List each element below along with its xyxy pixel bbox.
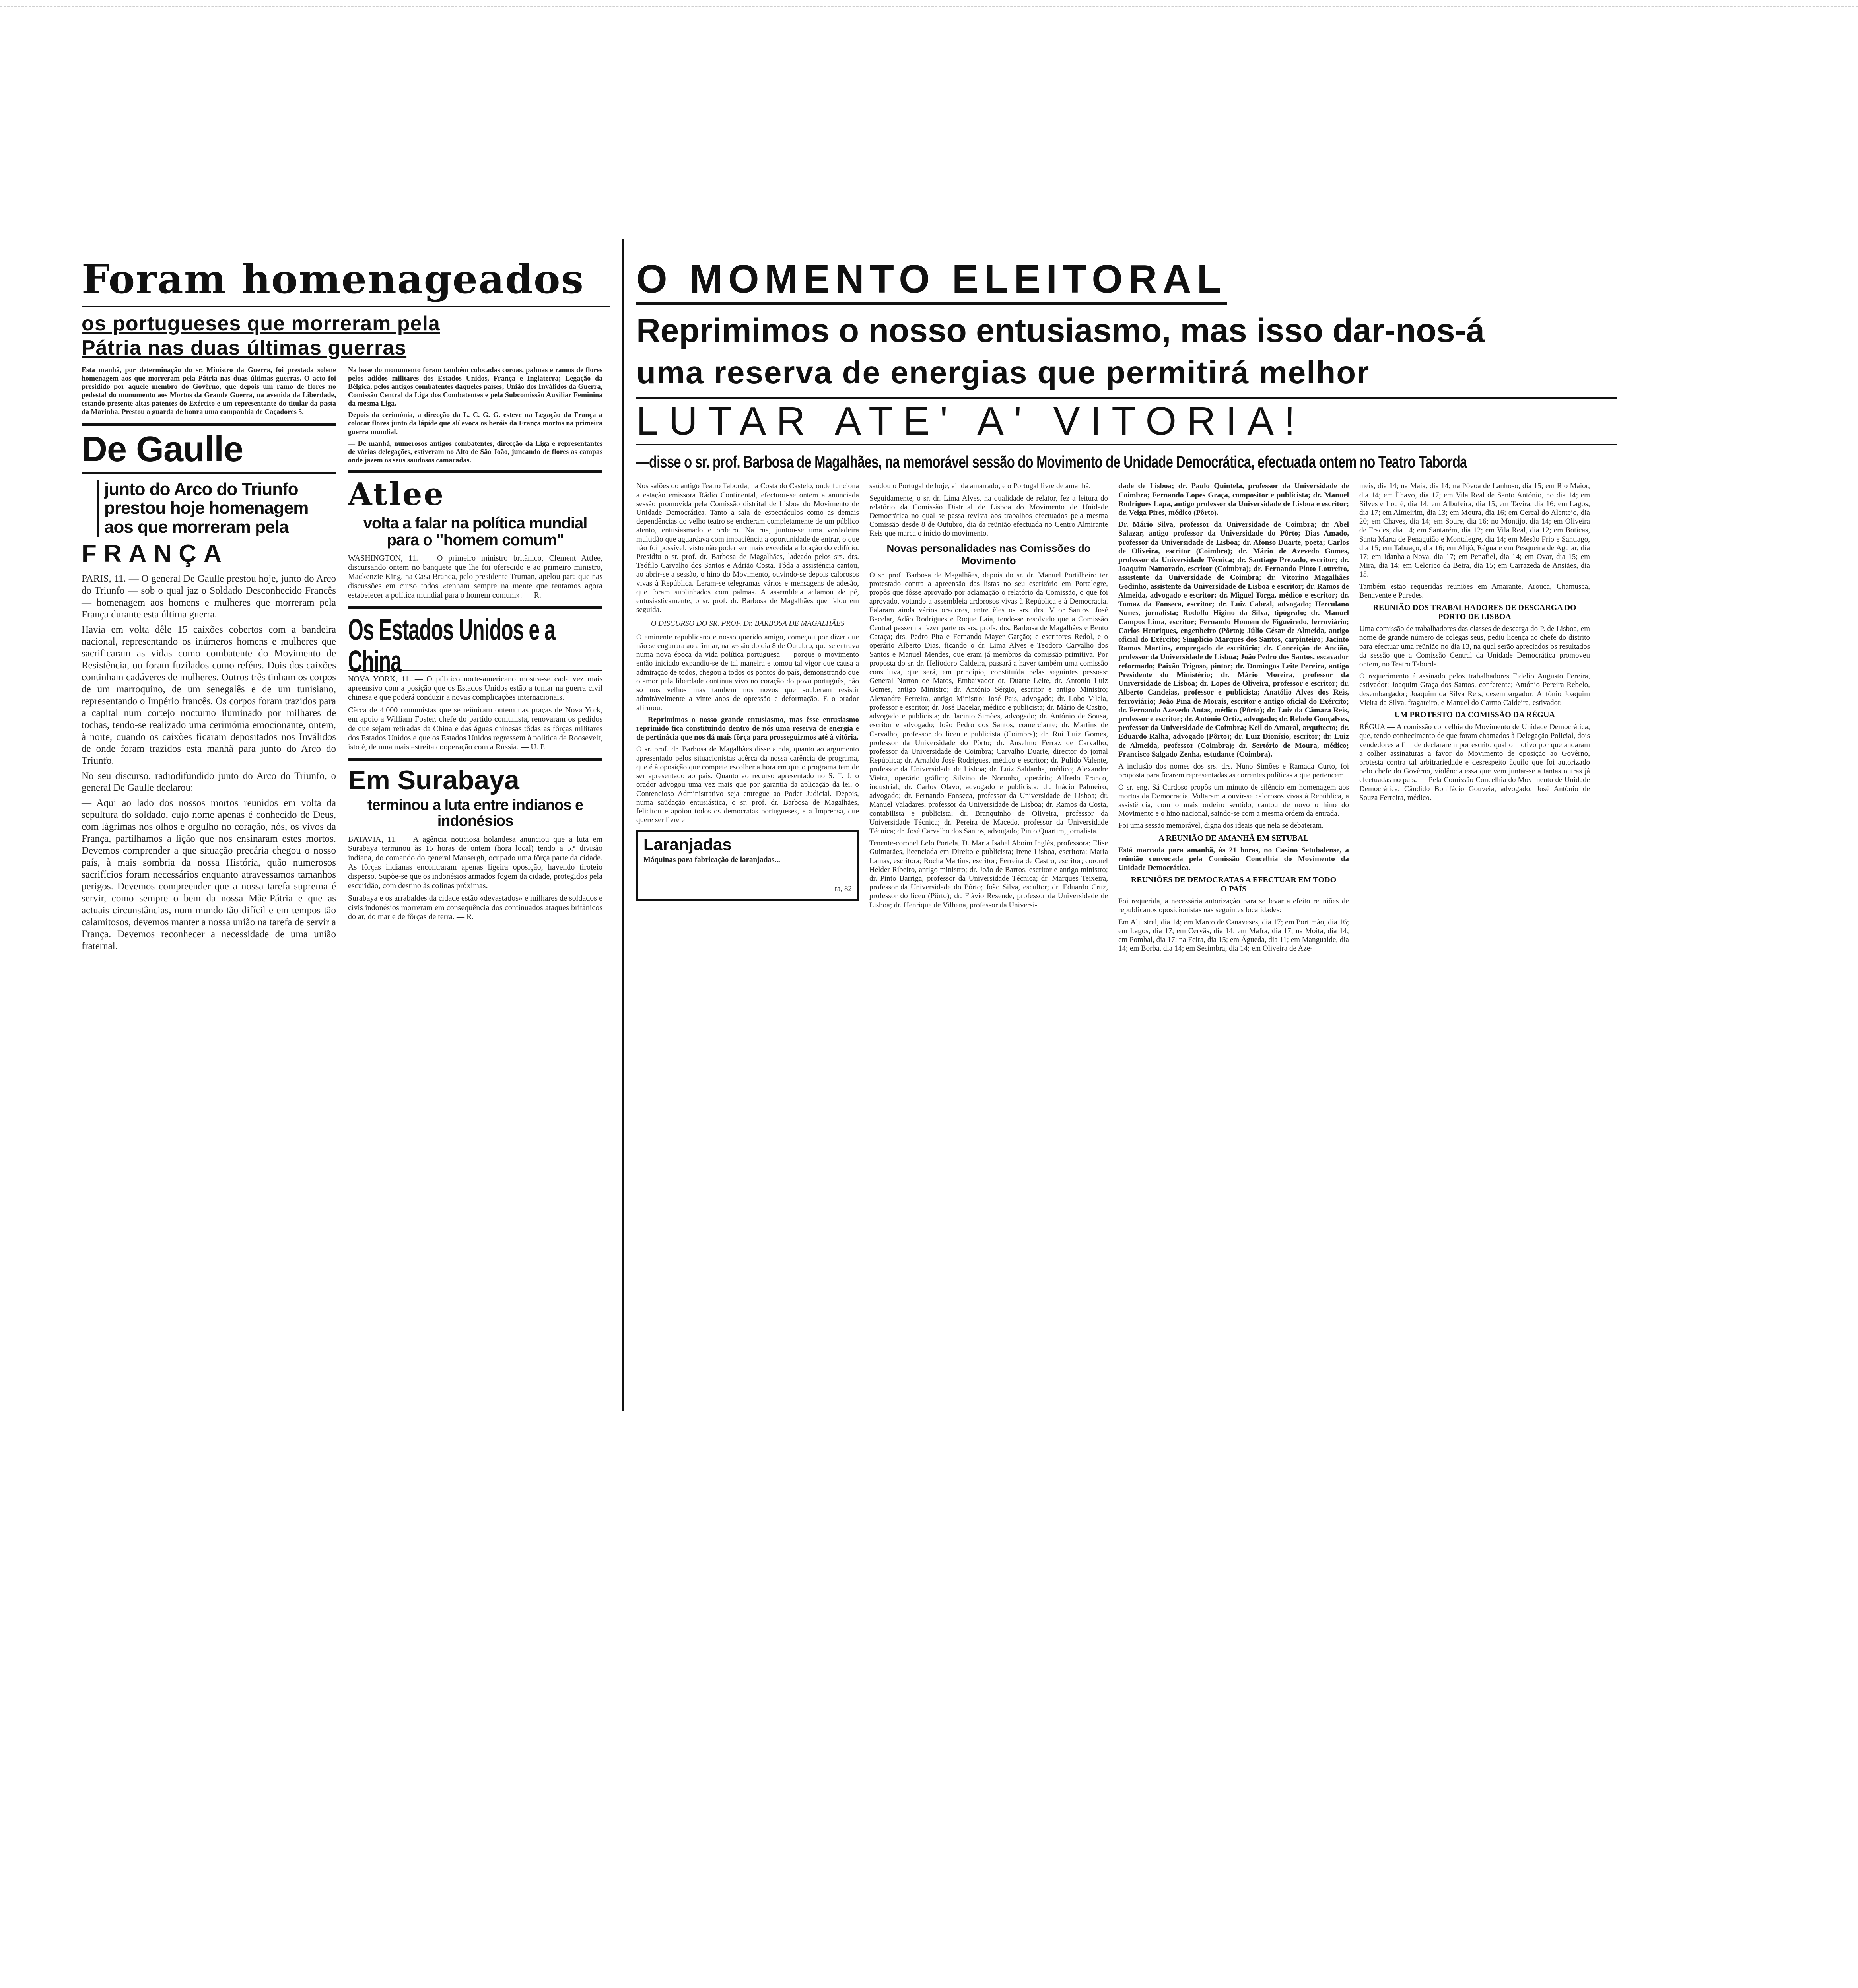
column-divider bbox=[622, 239, 624, 1411]
homenageados-lead-cont: Na base do monumento foram também colocadas coroas, palmas e ramos de flores pelos adidos militares dos Estados Unidos, França e Inglaterra; Legação da Bélgica, pelos antigos combatentes daqueles países; União dos Inválidos da Guerra, Comissão Central da Liga dos Combatentes e pela Subcomissão Auxiliar Feminina da mesma Liga. bbox=[348, 366, 602, 408]
homenageados-lead-cont-2: Depois da cerimónia, a direcção da L. C. G. G. esteve na Legação da França a colocar flores junto da lápide que alí evoca os heróis da França mortos na primeira guerra mundial. bbox=[348, 411, 602, 436]
homenageados-headline: Foram homenageados bbox=[82, 256, 584, 303]
electoral-headline-1: Reprimimos o nosso entusiasmo, mas isso dar-nos-á bbox=[636, 312, 1485, 349]
electoral-c4-p4: O requerimento é assinado pelos trabalhadores Fidelio Augusto Pereira, estivador; Joaquim Graça dos Santos, conferente; António Pereira Rebelo, desembargador; Joaquim da Silva Reis, desembargador; António Joaquim Vieira da Silva, fragateiro, e Manuel do Carmo Caldeira, estivador. bbox=[1359, 672, 1590, 707]
divider bbox=[348, 758, 602, 761]
electoral-c1-caption: O DISCURSO DO SR. PROF. Dr. BARBOSA DE MAGALHÃES bbox=[651, 619, 845, 628]
electoral-c3-p1: dade de Lisboa; dr. Paulo Quintela, professor da Universidade de Coimbra; Fernando Lopes Graça, compositor e publicista; dr. Manuel Rodrigues Lapa, antigo professor da Universidade de Lisboa e escritor; dr. Veiga Pires, médico (Pôrto). bbox=[1118, 482, 1349, 517]
electoral-c3-p4: O sr. eng. Sá Cardoso propôs um minuto de silêncio em homenagem aos mortos da Democracia. Voltaram a ouvir-se calorosos vivas à República, a assistência, com o mais ordeiro sentido, cantou de novo o hino do Movimento e o hino nacional, saindo-se com a mesma ordem da entrada. bbox=[1118, 783, 1349, 818]
electoral-section bbox=[636, 239, 1617, 957]
laranjadas-ad-title: Laranjadas bbox=[643, 835, 732, 854]
surabaya-deck: terminou a luta entre indianos e indonésios bbox=[367, 797, 583, 829]
electoral-c3-p5: Foi uma sessão memorável, digna dos ideais que nela se debateram. bbox=[1118, 821, 1324, 830]
homenageados-col-2 bbox=[348, 366, 602, 955]
china-headline: Os Estados Unidos e a China bbox=[348, 613, 555, 678]
electoral-c1-p4: O sr. prof. dr. Barbosa de Magalhães disse ainda, quanto ao argumento apresentado pelos situacionistas acêrca da nossa carência de programa, que é à oposição que compete escolher a hora em que o programa tem de ser apresentado ao país. Quanto ao recurso apresentado no S. T. J. o orador advogou uma vez mais que por garantia da aplicação da lei, o Contencioso Administrativo seja entregue ao Poder Judicial. Depois, numa saüdação entusiástica, o sr. prof. dr. Barbosa de Magalhães, felicitou e apoiou todos os democratas portugueses, e a Imprensa, que quere ser livre e bbox=[636, 745, 859, 825]
degaulle-p2: Havia em volta dêle 15 caixões cobertos com a bandeira nacional, representando os inúmeros homens e mulheres que sacrificaram as vidas como combatente do Movimento de Resistência, ou foram fuzilados como reféns. Dois dos caixões continham cadáveres de mulheres. Outros três tinham os corpos de um marroquino, de um senegalês e de um tunisiano, representando o Império francês. Os corpos foram trazidos para a capital num cortejo nocturno iluminado por milhares de tochas, tendo-se realizado uma cerimónia emocionante, ontem, à noite, quando os caixões ficaram depositados nos Inválidos de onde foram trazidos esta manhã para junto do Arco do Triunfo. bbox=[82, 624, 336, 766]
electoral-col-1 bbox=[636, 482, 859, 956]
degaulle-country: FRANÇA bbox=[82, 540, 229, 567]
degaulle-p4: — Aqui ao lado dos nossos mortos reunidos em volta da sepultura do soldado, cujo nome apenas é conhecido de Deus, com lágrimas nos olhos e orgulho no coração, nós, os vivos da França, partilhamos a lição que nos ensinaram estes mortos. Devemos comprender a que situação precária chegou o nosso país, à mais sombria da nossa História, quão numerosos sacrifícios foram necessários enquanto atravessamos tamanhos perigos. Devemos compreender que a nossa tarefa suprema é servir, como sempre o bem da nossa Mãe-Pátria e que as actuais circunstâncias, num mundo tão difícil e em tempos tão calamitosos, devemos manter a nossa união na tarefa de servir a França. Devemos reconhecer a necessidade de uma união fraternal. bbox=[82, 797, 336, 951]
china-p1: NOVA YORK, 11. — O público norte-americano mostra-se cada vez mais apreensivo com a posição que os Estados Unidos estão a tomar na guerra civil chinesa e que poderá conduzir a novas complicações internacionais. bbox=[348, 674, 602, 702]
electoral-c4-p5: RÉGUA — A comissão concelhia do Movimento de Unidade Democrática, que, tendo conhecimento de que foram chamados à Delegação Policial, dois vendedores a fim de declararem por escrito qual o motivo por que andaram a colher assinaturas a favor do Movimento de oposição ao Govêrno, protesta contra tal arbitrariedade e desrespeito àquilo que foi autorizado pelo chefe do Govêrno, violência essa que vem juntar-se a tantas outras já efectuadas no país. — Pela Comissão Concelhia do Movimento de Unidade Democrática, Cândido Bonifácio Gouveia, advogado; José António de Souza Ferreira, médico. bbox=[1359, 723, 1590, 802]
attlee-headline: Atlee bbox=[348, 476, 445, 513]
page-top-rule bbox=[0, 6, 1858, 7]
electoral-headline-2: uma reserva de energias que permitirá melhor bbox=[636, 355, 1370, 390]
degaulle-p3: No seu discurso, radiodifundido junto do Arco do Triunfo, o general De Gaulle declarou: bbox=[82, 770, 336, 793]
setubal-subhead: A REUNIÃO DE AMANHÃ EM SETUBAL bbox=[1158, 833, 1309, 843]
attlee-deck: volta a falar na política mundial para o "homem comum" bbox=[363, 514, 587, 549]
divider bbox=[82, 423, 336, 426]
electoral-c1-p1: Nos salões do antigo Teatro Taborda, na Costa do Castelo, onde funciona a estação emissora Rádio Continental, efectuou-se ontem a anunciada sessão promovida pela Comissão distrital de Lisboa do Movimento de Unidade Democrática. Tanto a sala de espectáculos como as demais dependências do velho teatro se encheram completamente de um público atento, entusiasmado e ordeiro. Na rua, juntou-se uma verdadeira multidão que aguardava com impaciência a oportunidade de entrar, o que não foi possível, visto não poder ser mais excedida a lotação do edifício. Presidiu o sr. prof. dr. Barbosa de Magalhães, ladeado pelos srs. drs. Teófilo Carvalho dos Santos e Adrião Costa. Tôda a assistência cantou, ao abrir-se a sessão, o hino do Movimento, ouvindo-se depois calorosos vivas à República. Leram-se telegramas vários e mensagens de adesão, que foram sublinhados com palmas. A assembleia aclamou de pé, entusiasticamente, o sr. prof. dr. Barbosa de Magalhães que falou em seguida. bbox=[636, 482, 859, 614]
trabalhadores-subhead: REUNIÃO DOS TRABALHADORES DE DESCARGA DO PORTO DE LISBOA bbox=[1373, 603, 1576, 621]
electoral-c2-subhead: Novas personalidades nas Comissões do Movimento bbox=[886, 542, 1091, 567]
laranjadas-ad-address: ra, 82 bbox=[834, 884, 852, 893]
homenageados-subhead-1: os portugueses que morreram pela bbox=[82, 312, 440, 335]
laranjadas-ad[interactable] bbox=[636, 830, 859, 901]
electoral-c3-p3: A inclusão dos nomes dos srs. drs. Nuno Simões e Ramada Curto, foi proposta para ficarem representadas as correntes políticas a que pertencem. bbox=[1118, 762, 1349, 780]
degaulle-deck: junto do Arco do Triunfo prestou hoje homenagem aos que morreram pela bbox=[97, 480, 336, 537]
electoral-c3-p2: Dr. Mário Silva, professor da Universidade de Coimbra; dr. Abel Salazar, antigo professor da Universidade do Pôrto; Dias Amado, professor da Universidade de Lisboa; dr. Afonso Duarte, poeta; Carlos de Oliveira, escritor (Coimbra); dr. Mário de Azevedo Gomes, professor da Universidade Técnica; dr. Santiago Prezado, escritor; dr. Joaquim Namorado, escritor (Coimbra); dr. Fernando Pinto Loureiro, assistente da Universidade de Coimbra; dr. Vitorino Magalhães Godinho, assistente da Universidade de Lisboa e escritor; dr. Ramos de Almeida, advogado e escritor; dr. Miguel Torga, médico e escritor; dr. Tomaz da Fonseca, escritor; dr. Luiz Cabral, advogado; Herculano Nunes, jornalista; Rodolfo Higino da Silva, tipógrafo; dr. Manuel Campos Lima, escritor; Fernando Homem de Figueiredo, ferroviário; Carlos Henriques, engenheiro (Pôrto); Júlio César de Almeida, antigo oficial do Exército; Simplício Marques dos Santos, carpinteiro; Jacinto Ramos Martins, empregado de escritório; dr. Conceição de Ancião, professor da Universidade de Lisboa; João Pedro dos Santos, escavador reformado; Paixão Trigoso, pintor; dr. Domingos Leite Pereira, antigo Presidente do Ministério; dr. Mário Moreira, professor da Universidade de Lisboa; dr. Lopes de Oliveira, professor e escritor; dr. Alberto Candeias, professor e publicista; Anatólio Alves dos Reis, ferroviário; João Pina de Morais, escritor e antigo oficial do Exército; dr. Fernando Azevedo Antas, médico (Pôrto); dr. Luiz da Câmara Reis, professor e escritor; dr. António Ortiz, advogado; dr. Rebelo Gonçalves, professor da Universidade de Coimbra; Keil do Amaral, arquitecto; dr. Eduardo Ralha, advogado (Pôrto); dr. Luiz Dionísio, escritor; dr. Luiz de Almeida, professor (Coimbra); dr. Sertório de Moura, médico; Francisco Salgado Zenha, estudante (Coimbra). bbox=[1118, 520, 1349, 759]
surabaya-headline: Em Surabaya bbox=[348, 765, 519, 795]
electoral-c2-p3: O sr. prof. Barbosa de Magalhães, depois do sr. dr. Manuel Portilheiro ter protestado contra a apreensão das listas no seu escritório em Portalegre, propôs que fôsse aprovado por aclamação o relatório da Comissão, o que foi aprovado, votando a assembleia ardorosos vivas à República e à Democracia. Falaram ainda vários oradores, entre êles os srs. drs. Vitor Santos, José Bacelar, Adão Rodrigues e Roque Laia, tendo-se resolvido que a Comissão Central passem a fazer parte os srs. profs. drs. Barbosa de Magalhães e Bento Caraça; drs. Pedro Pita e Fernando Mayer Garção; e escritores Redol, e o operário Alberto Dias, ficando o dr. Lima Alves e Teodoro Carvalho dos Santos e Manuel Mendes, que eram já membros da comissão primitiva. Por proposta do sr. dr. Heliodoro Caldeira, passará a haver também uma comissão consultiva, que será, em princípio, constituída pelas seguintes pessoas: General Norton de Matos, Embaixador dr. Duarte Leite, dr. António Luiz Gomes, antigo Ministro; dr. António Sérgio, escritor e antigo Ministro; Alexandre Ferreira, antigo Ministro; José Pais, advogado; dr. Lobo Vilela, professor e escritor; dr. José Bacelar, médico e publicista; dr. Mário de Castro, advogado e publicista; dr. Jacinto Simões, advogado; dr. António de Sousa, escritor e advogado; João Pedro dos Santos, comerciante; dr. Martins de Carvalho, professor do liceu e publicista (Coimbra); dr. Rui Luiz Gomes, professor da Universidade do Pôrto; dr. Anselmo Ferraz de Carvalho, professor da Universidade de Coimbra; Carvalho Duarte, director do jornal República; dr. Arnaldo José Rodrigues, médico e escritor; dr. Pulido Valente, professor da Universidade de Lisboa; dr. Luiz Saldanha, médico; Alexandre Vieira, operário gráfico; Silvino de Noronha, operário; Alfredo Franco, industrial; dr. Carlos Olavo, advogado e publicista; dr. Inácio Palmeiro, advogado; dr. Fernando Fonseca, professor da Universidade de Lisboa; dr. Manuel Valadares, professor da Universidade de Lisboa; dr. Ramos da Costa, contabilista e publicista; dr. Branquinho de Oliveira, professor da Universidade Técnica; dr. Pereira de Macedo, professor da Universidade Técnica; dr. José Carvalho dos Santos, advogado; Pinto Quartim, jornalista. bbox=[869, 571, 1108, 835]
homenageados-col-1 bbox=[82, 366, 336, 955]
electoral-c4-p1: meis, dia 14; na Maia, dia 14; na Póvoa de Lanhoso, dia 15; em Rio Maior, dia 14; em Ílhavo, dia 17; em Vila Real de Santo António, no dia 14; em Silves e Loulé, dia 14; em Albufeira, dia 15; em Tavira, dia 16; em Lagos, dia 17; em Almeirim, dia 13; em Moura, dia 16; em Cercal do Alentejo, dia 20; em Chaves, dia 14; em Soure, dia 16; no Montijo, dia 14; em Oliveira de Frades, dia 14; em Santarém, dia 12; em Vila Real, dia 12; em Boticas, Santa Marta de Penaguião e Montalegre, dia 14; em Mesão Frio e Santiago, dia 15; em Tabuaço, dia 16; em Alijó, Régua e em Pesqueira de Aguiar, dia 17; em Idanha-a-Nova, dia 17; em Penafiel, dia 14; em Ovar, dia 15; em Mira, dia 14; em Celorico da Beira, dia 15; em Carrazeda de Ansiães, dia 15. bbox=[1359, 482, 1590, 579]
electoral-c1-p3: — Reprimimos o nosso grande entusiasmo, mas êsse entusiasmo reprimido fica constituindo dentro de nós uma reserva de energia e de pertinácia que nos dá mais fôrça para prosseguirmos até à vitória. bbox=[636, 715, 859, 742]
reunioes-subhead: REUNIÕES DE DEMOCRATAS A EFECTUAR EM TODO O PAÍS bbox=[1131, 876, 1337, 894]
degaulle-headline: De Gaulle bbox=[82, 429, 243, 470]
electoral-col-4 bbox=[1359, 482, 1590, 956]
electoral-col-2 bbox=[869, 482, 1108, 956]
attlee-p1: WASHINGTON, 11. — O primeiro ministro britânico, Clement Attlee, discursando ontem no banquete que lhe foi oferecido e ao primeiro ministro, Mackenzie King, na Casa Branca, pelo presidente Truman, apelou para que nas discussões em curso todos «tenham sempre na mente que tentamos agora estabelecer a política mundial para o homem comum». — R. bbox=[348, 553, 602, 600]
homenageados-lead: Esta manhã, por determinação do sr. Ministro da Guerra, foi prestada solene homenagem aos que morreram pela Pátria nas duas últimas guerras. O acto foi presidido por aquele membro do Govêrno, que depois um ramo de flores no pedestal do monumento aos Mortos da Grande Guerra, na avenida da Liberdade, estando presente altas patentes do Exército e um representante do titular da pasta da Marinha. Prestou a guarda de honra uma companhia de Caçadores 5. bbox=[82, 366, 336, 416]
left-section bbox=[82, 239, 610, 955]
surabaya-p1: BATAVIA, 11. — A agência noticiosa holandesa anunciou que a luta em Surabaya terminou às 15 horas de ontem (hora local) tendo a 5.ª divisão indiana, do comando do general Mansergh, ocupado uma fôrça parte da cidade. As fôrças indianas encontraram apenas ligeira oposição, havendo tiroteio disperso. Supõe-se que os indonésios armados fogem da cidade, protegidos pela escuridão, com destino às colinas próximas. bbox=[348, 835, 602, 890]
surabaya-p2: Surabaya e os arrabaldes da cidade estão «devastados» e milhares de soldados e civis indonésios morreram em consequência dos continuados ataques britânicos do ar, do mar e de fôrças de terra. — R. bbox=[348, 894, 602, 921]
electoral-c3-p8: Em Aljustrel, dia 14; em Marco de Canaveses, dia 17; em Portimão, dia 16; em Lagos, dia 17; em Cerväs, dia 14; em Mafra, dia 17; na Moita, dia 14; em Pombal, dia 17; na Feira, dia 15; em Águeda, dia 11; em Mangualde, dia 14; em Borba, dia 14; em Sesimbra, dia 14; em Oliveira de Aze- bbox=[1118, 918, 1349, 953]
electoral-deck: —disse o sr. prof. Barbosa de Magalhães, na memorável sessão do Movimento de Unidade Democrática, efectuada ontem no Teatro Taborda bbox=[636, 452, 1467, 472]
electoral-c2-p1: saüdou o Portugal de hoje, ainda amarrado, e o Portugal livre de amanhã. bbox=[869, 482, 1091, 491]
electoral-c2-p2: Seguidamente, o sr. dr. Lima Alves, na qualidade de relator, fez a leitura do relatório da Comissão Distrital de Lisboa do Movimento de Unidade Democrática no qual se passa revista aos trabalhos efectuados pela mesma Comissão desde 8 de Outubro, dia da reünião efectuada no Centro Almirante Reis que marca o início do movimento. bbox=[869, 494, 1108, 538]
regua-subhead: UM PROTESTO DA COMISSÃO DA RÉGUA bbox=[1394, 711, 1555, 720]
homenageados-columns bbox=[82, 366, 610, 955]
electoral-c1-p2: O eminente republicano e nosso querido amigo, começou por dizer que não se enganara ao afirmar, na sessão do dia 8 de Outubro, que se entrava numa nova época da vida política portuguesa — porque o movimento então iniciado expandiu-se de tal maneira e tomou tal vigor que causa a admiração de todos, chegou a todos os pontos do país, demonstrando que o amor pela liberdade continua vivo no coração do povo português, não só nos velhos mas também nos novos que souberam resistir admiràvelmente a vinte anos de opressão e deformação. E o orador afirmou: bbox=[636, 633, 859, 712]
electoral-headline-3: LUTAR ATE' A' VITORIA! bbox=[636, 397, 1617, 445]
electoral-c4-p3: Uma comissão de trabalhadores das classes de descarga do P. de Lisboa, em nome de grande número de colegas seus, pediu licença ao chefe do distrito para efectuar uma reünião no dia 13, na qual serão apreciados os resultados da sessão que a Comissão Central da Unidade Democrática promoveu ontem, no Teatro Taborda. bbox=[1359, 625, 1590, 668]
divider bbox=[82, 306, 610, 307]
electoral-col-3 bbox=[1118, 482, 1349, 956]
degaulle-p1: PARIS, 11. — O general De Gaulle prestou hoje, junto do Arco do Triunfo — sob o qual jaz o Soldado Desconhecido Francês — homenagem aos homens e mulheres que morreram pela França durante esta última guerra. bbox=[82, 573, 336, 620]
electoral-c2-p4: Tenente-coronel Lelo Portela, D. Maria Isabel Aboim Inglês, professora; Elise Guimarães, licenciada em Direito e publicista; Irene Lisboa, escritora; Maria Lamas, escritora; Rocha Martins, escritor; Ferreira de Castro, escritor; coronel Helder Ribeiro, antigo ministro; dr. João de Barros, escritor e antigo ministro; dr. Pinto Barriga, professor da Universidade Técnica; dr. Marques Teixeira, professor da Universidade do Pôrto; João Silva, escultor; dr. Eduardo Cruz, professor do liceu (Pôrto); dr. Flávio Resende, professor da Universidade de Lisboa; dr. Henrique de Vilhena, professor da Universi- bbox=[869, 839, 1108, 909]
homenageados-lead-cont-3: — De manhã, numerosos antigos combatentes, direcção da Liga e representantes de várias delegações, estiveram no Alto de São João, juncando de flores as campas onde jazem os seus saüdosos camaradas. bbox=[348, 439, 602, 464]
electoral-c3-p7: Foi requerida, a necessária autorização para se levar a efeito reuniões de republicanos oposicionistas nas seguintes localidades: bbox=[1118, 897, 1349, 914]
china-p2: Cêrca de 4.000 comunistas que se reüniram ontem nas praças de Nova York, em apoio a William Foster, chefe do partido comunista, renovaram os pedidos de que sejam retiradas da China e das águas chinesas tôdas as fôrças militares dos Estados Unidos e que os Estados Unidos regressem à política de Roosevelt, isto é, de uma mais estreita cooperação com a Rússia. — U. P. bbox=[348, 705, 602, 752]
electoral-columns bbox=[636, 482, 1617, 956]
newspaper-page bbox=[82, 239, 1617, 1411]
divider bbox=[348, 470, 602, 473]
divider bbox=[348, 606, 602, 609]
laranjadas-ad-subtitle: Máquinas para fabricação de laranjadas... bbox=[643, 856, 780, 864]
divider bbox=[82, 472, 336, 474]
electoral-kicker: O MOMENTO ELEITORAL bbox=[636, 258, 1227, 305]
electoral-c3-p6: Está marcada para amanhã, às 21 horas, no Casino Setubalense, a reünião convocada pela Comissão Concelhia do Movimento da Unidade Democrática. bbox=[1118, 846, 1349, 872]
electoral-c4-p2: Também estão requeridas reuniões em Amarante, Arouca, Chamusca, Benavente e Paredes. bbox=[1359, 582, 1590, 600]
homenageados-subhead-2: Pátria nas duas últimas guerras bbox=[82, 336, 407, 359]
